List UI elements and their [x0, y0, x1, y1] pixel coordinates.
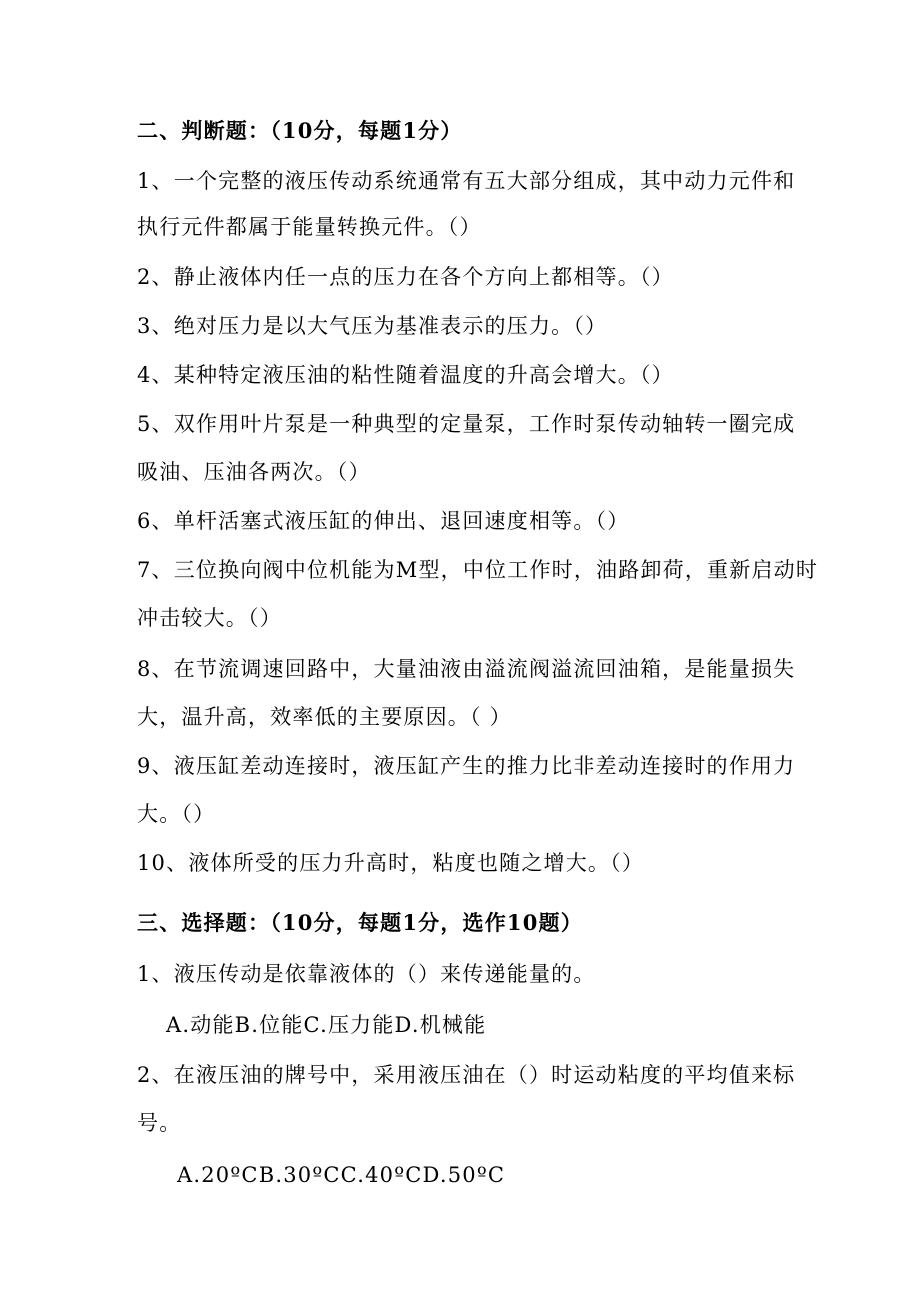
judgment-item-1-line-2: 执行元件都属于能量转换元件。（） [137, 215, 482, 239]
choice-question-1: 1、液压传动是依靠液体的（）来传递能量的。 [137, 962, 596, 986]
judgment-item-8-line-1: 8、在节流调速回路中，大量油液由溢流阀溢流回油箱，是能量损失 [137, 657, 796, 681]
choice-question-1-options: A.动能B.位能C.压力能D.机械能 [166, 1013, 487, 1037]
section-3-heading: 三、选择题：（10分，每题1分，选作10题） [137, 910, 583, 935]
judgment-item-7-line-1: 7、三位换向阀中位机能为M型，中位工作时，油路卸荷，重新启动时 [137, 558, 819, 582]
judgment-item-2: 2、静止液体内任一点的压力在各个方向上都相等。（） [137, 265, 674, 289]
judgment-item-8-line-2: 大，温升高，效率低的主要原因。（ ） [137, 705, 512, 729]
judgment-item-1-line-1: 1、一个完整的液压传动系统通常有五大部分组成，其中动力元件和 [137, 169, 796, 193]
judgment-item-4: 4、某种特定液压油的粘性随着温度的升高会增大。（） [137, 363, 674, 387]
judgment-item-5-line-2: 吸油、压油各两次。（） [137, 460, 371, 484]
judgment-item-3: 3、绝对压力是以大气压为基准表示的压力。（） [137, 314, 608, 338]
judgment-item-7-line-2: 冲击较大。（） [137, 606, 282, 630]
choice-question-2-line-2: 号。 [137, 1111, 182, 1135]
section-2-heading: 二、判断题：（10分，每题1分） [137, 118, 463, 143]
judgment-item-6: 6、单杆活塞式液压缸的伸出、退回速度相等。（） [137, 509, 630, 533]
judgment-item-9-line-2: 大。（） [137, 802, 216, 826]
choice-question-2-options: A.20ºCB.30ºCC.40ºCD.50ºC [177, 1163, 506, 1187]
choice-question-2-line-1: 2、在液压油的牌号中，采用液压油在（）时运动粘度的平均值来标 [137, 1063, 796, 1087]
judgment-item-5-line-1: 5、双作用叶片泵是一种典型的定量泵，工作时泵传动轴转一圈完成 [137, 412, 796, 436]
judgment-item-9-line-1: 9、液压缸差动连接时，液压缸产生的推力比非差动连接时的作用力 [137, 754, 796, 778]
judgment-item-10: 10、液体所受的压力升高时，粘度也随之增大。（） [137, 851, 645, 875]
